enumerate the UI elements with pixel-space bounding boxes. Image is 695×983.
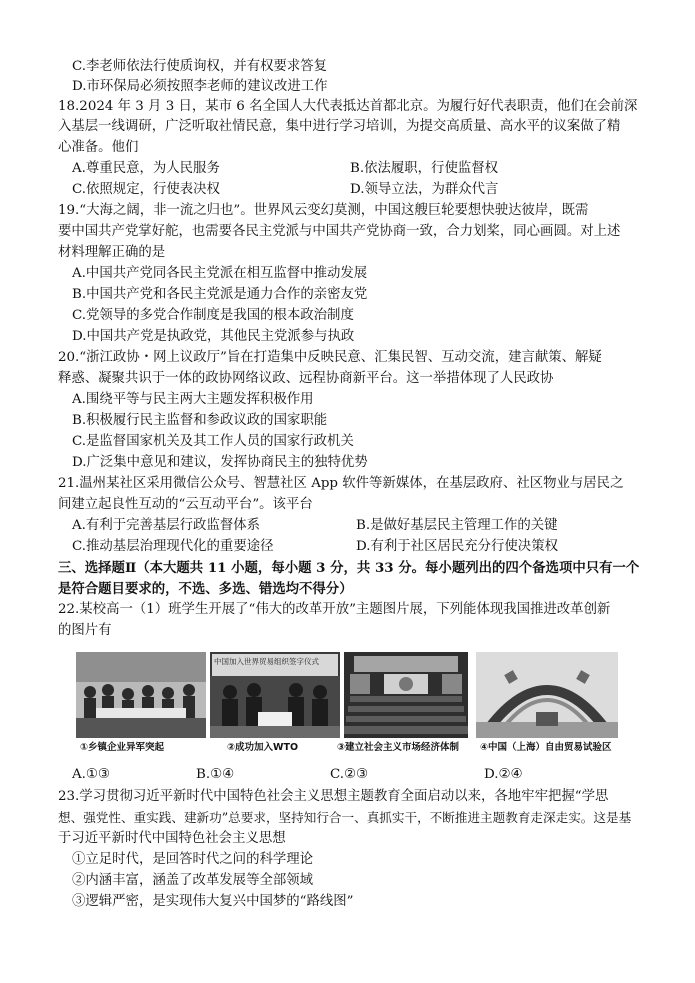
picture-township-enterprises — [76, 652, 206, 738]
q18-stem-line-1: 18.2024 年 3 月 3 日，某市 6 名全国人大代表抵达首都北京。为履行好代表职责，他们在会前深 — [58, 99, 638, 114]
picture-2-caption: ②成功加入WTO — [227, 742, 299, 753]
q23-item-2: ②内涵丰富，涵盖了改革发展等全部领域 — [72, 873, 314, 888]
q23-item-3: ③逻辑严密，是实现伟大复兴中国梦的“路线图” — [72, 894, 354, 909]
q19-stem-line-1: 19.“大海之阔，非一流之归也”。世界风云变幻莫测，中国这艘巨轮要想快驶达彼岸，既需 — [58, 203, 589, 218]
q20-option-c: C.是监督国家机关及其工作人员的国家行政机关 — [72, 434, 354, 449]
q19-stem-line-2: 要中国共产党掌好舵，也需要各民主党派与中国共产党协商一致，合力划桨，同心画圆。对上述 — [58, 224, 621, 239]
q20-option-d: D.广泛集中意见和建议，发挥协商民主的独特优势 — [72, 455, 368, 470]
q23-item-1: ①立足时代，是回答时代之问的科学理论 — [72, 852, 314, 867]
q18-option-d: D.领导立法，为群众代言 — [350, 182, 499, 197]
q18-option-b: B.依法履职，行使监督权 — [350, 161, 499, 176]
q23-stem-line-3: 于习近平新时代中国特色社会主义思想 — [58, 831, 286, 846]
q21-option-d: D.有利于社区居民充分行使决策权 — [356, 539, 558, 554]
picture-market-economy-congress — [344, 652, 468, 738]
q22-picture-row — [76, 652, 618, 752]
q22-stem-line-2: 的图片有 — [58, 623, 112, 638]
q22-stem-line-1: 22.某校高一（1）班学生开展了“伟大的改革开放”主题图片展，下列能体现我国推进改革创新 — [58, 602, 611, 617]
q19-stem-line-3: 材料理解正确的是 — [58, 245, 166, 260]
q19-option-b: B.中国共产党和各民主党派是通力合作的亲密友党 — [72, 287, 368, 302]
q21-option-b: B.是做好基层民主管理工作的关键 — [356, 518, 558, 533]
q18-option-a: A.尊重民意，为人民服务 — [72, 161, 220, 176]
q19-option-c: C.党领导的多党合作制度是我国的根本政治制度 — [72, 308, 354, 323]
q22-option-b: B.①④ — [196, 767, 235, 782]
picture-wto-accession — [210, 652, 340, 738]
q19-option-d: D.中国共产党是执政党，其他民主党派参与执政 — [72, 329, 355, 344]
q23-stem-line-2: 想、强党性、重实践、建新功”总要求，坚持知行合一、真抓实干，不断推进主题教育走深走实。这是基 — [58, 810, 632, 825]
q22-option-c: C.②③ — [330, 767, 369, 782]
picture-4-caption: ④中国（上海）自由贸易试验区 — [480, 742, 612, 753]
q18-stem-line-3: 心准备。他们 — [58, 140, 139, 155]
picture-1-caption: ①乡镇企业异军突起 — [80, 742, 165, 753]
q18-option-c: C.依照规定，行使表决权 — [72, 182, 220, 197]
q23-stem-line-1: 23.学习贯彻习近平新时代中国特色社会主义思想主题教育全面启动以来，各地牢牢把握“学思 — [58, 789, 609, 804]
q20-stem-line-2: 释惑、凝聚共识于一体的政协网络议政、远程协商新平台。这一举措体现了人民政协 — [58, 371, 554, 386]
q22-option-a: A.①③ — [72, 767, 110, 782]
picture-shanghai-ftz — [476, 652, 618, 738]
q21-option-a: A.有利于完善基层行政监督体系 — [72, 518, 261, 533]
q21-stem-line-2: 间建立起良性互动的“云互动平台”。该平台 — [58, 497, 313, 512]
q20-option-b: B.积极履行民主监督和参政议政的国家职能 — [72, 413, 328, 428]
q18-stem-line-2: 入基层一线调研，广泛听取社情民意，集中进行学习培训，为提交高质量、高水平的议案做了精 — [58, 119, 621, 134]
section3-heading-line-1: 三、选择题Ⅱ（本大题共 11 小题，每小题 3 分，共 33 分。每小题列出的四个备选项中只有一个 — [58, 560, 640, 576]
q21-option-c: C.推动基层治理现代化的重要途径 — [72, 539, 274, 554]
section3-heading-line-2: 是符合题目要求的，不选、多选、错选均不得分） — [58, 581, 353, 597]
q19-option-a: A.中国共产党同各民主党派在相互监督中推动发展 — [72, 266, 368, 281]
q22-option-d: D.②④ — [484, 767, 523, 782]
q20-stem-line-1: 20.“浙江政协・网上议政厅”旨在打造集中反映民意、汇集民智、互动交流，建言献策、解疑 — [58, 350, 602, 365]
q21-stem-line-1: 21.温州某社区采用微信公众号、智慧社区 App 软件等新媒体，在基层政府、社区物业与居民之 — [58, 476, 624, 491]
q17-option-c: C.李老师依法行使质询权，并有权要求答复 — [72, 59, 328, 74]
picture-3-caption: ③建立社会主义市场经济体制 — [337, 742, 460, 753]
q17-option-d: D.市环保局必须按照李老师的建议改进工作 — [72, 79, 328, 94]
picture-2-sign-text: 中国加入世界贸易组织签字仪式 — [214, 657, 319, 666]
q20-option-a: A.围绕平等与民主两大主题发挥积极作用 — [72, 392, 314, 407]
